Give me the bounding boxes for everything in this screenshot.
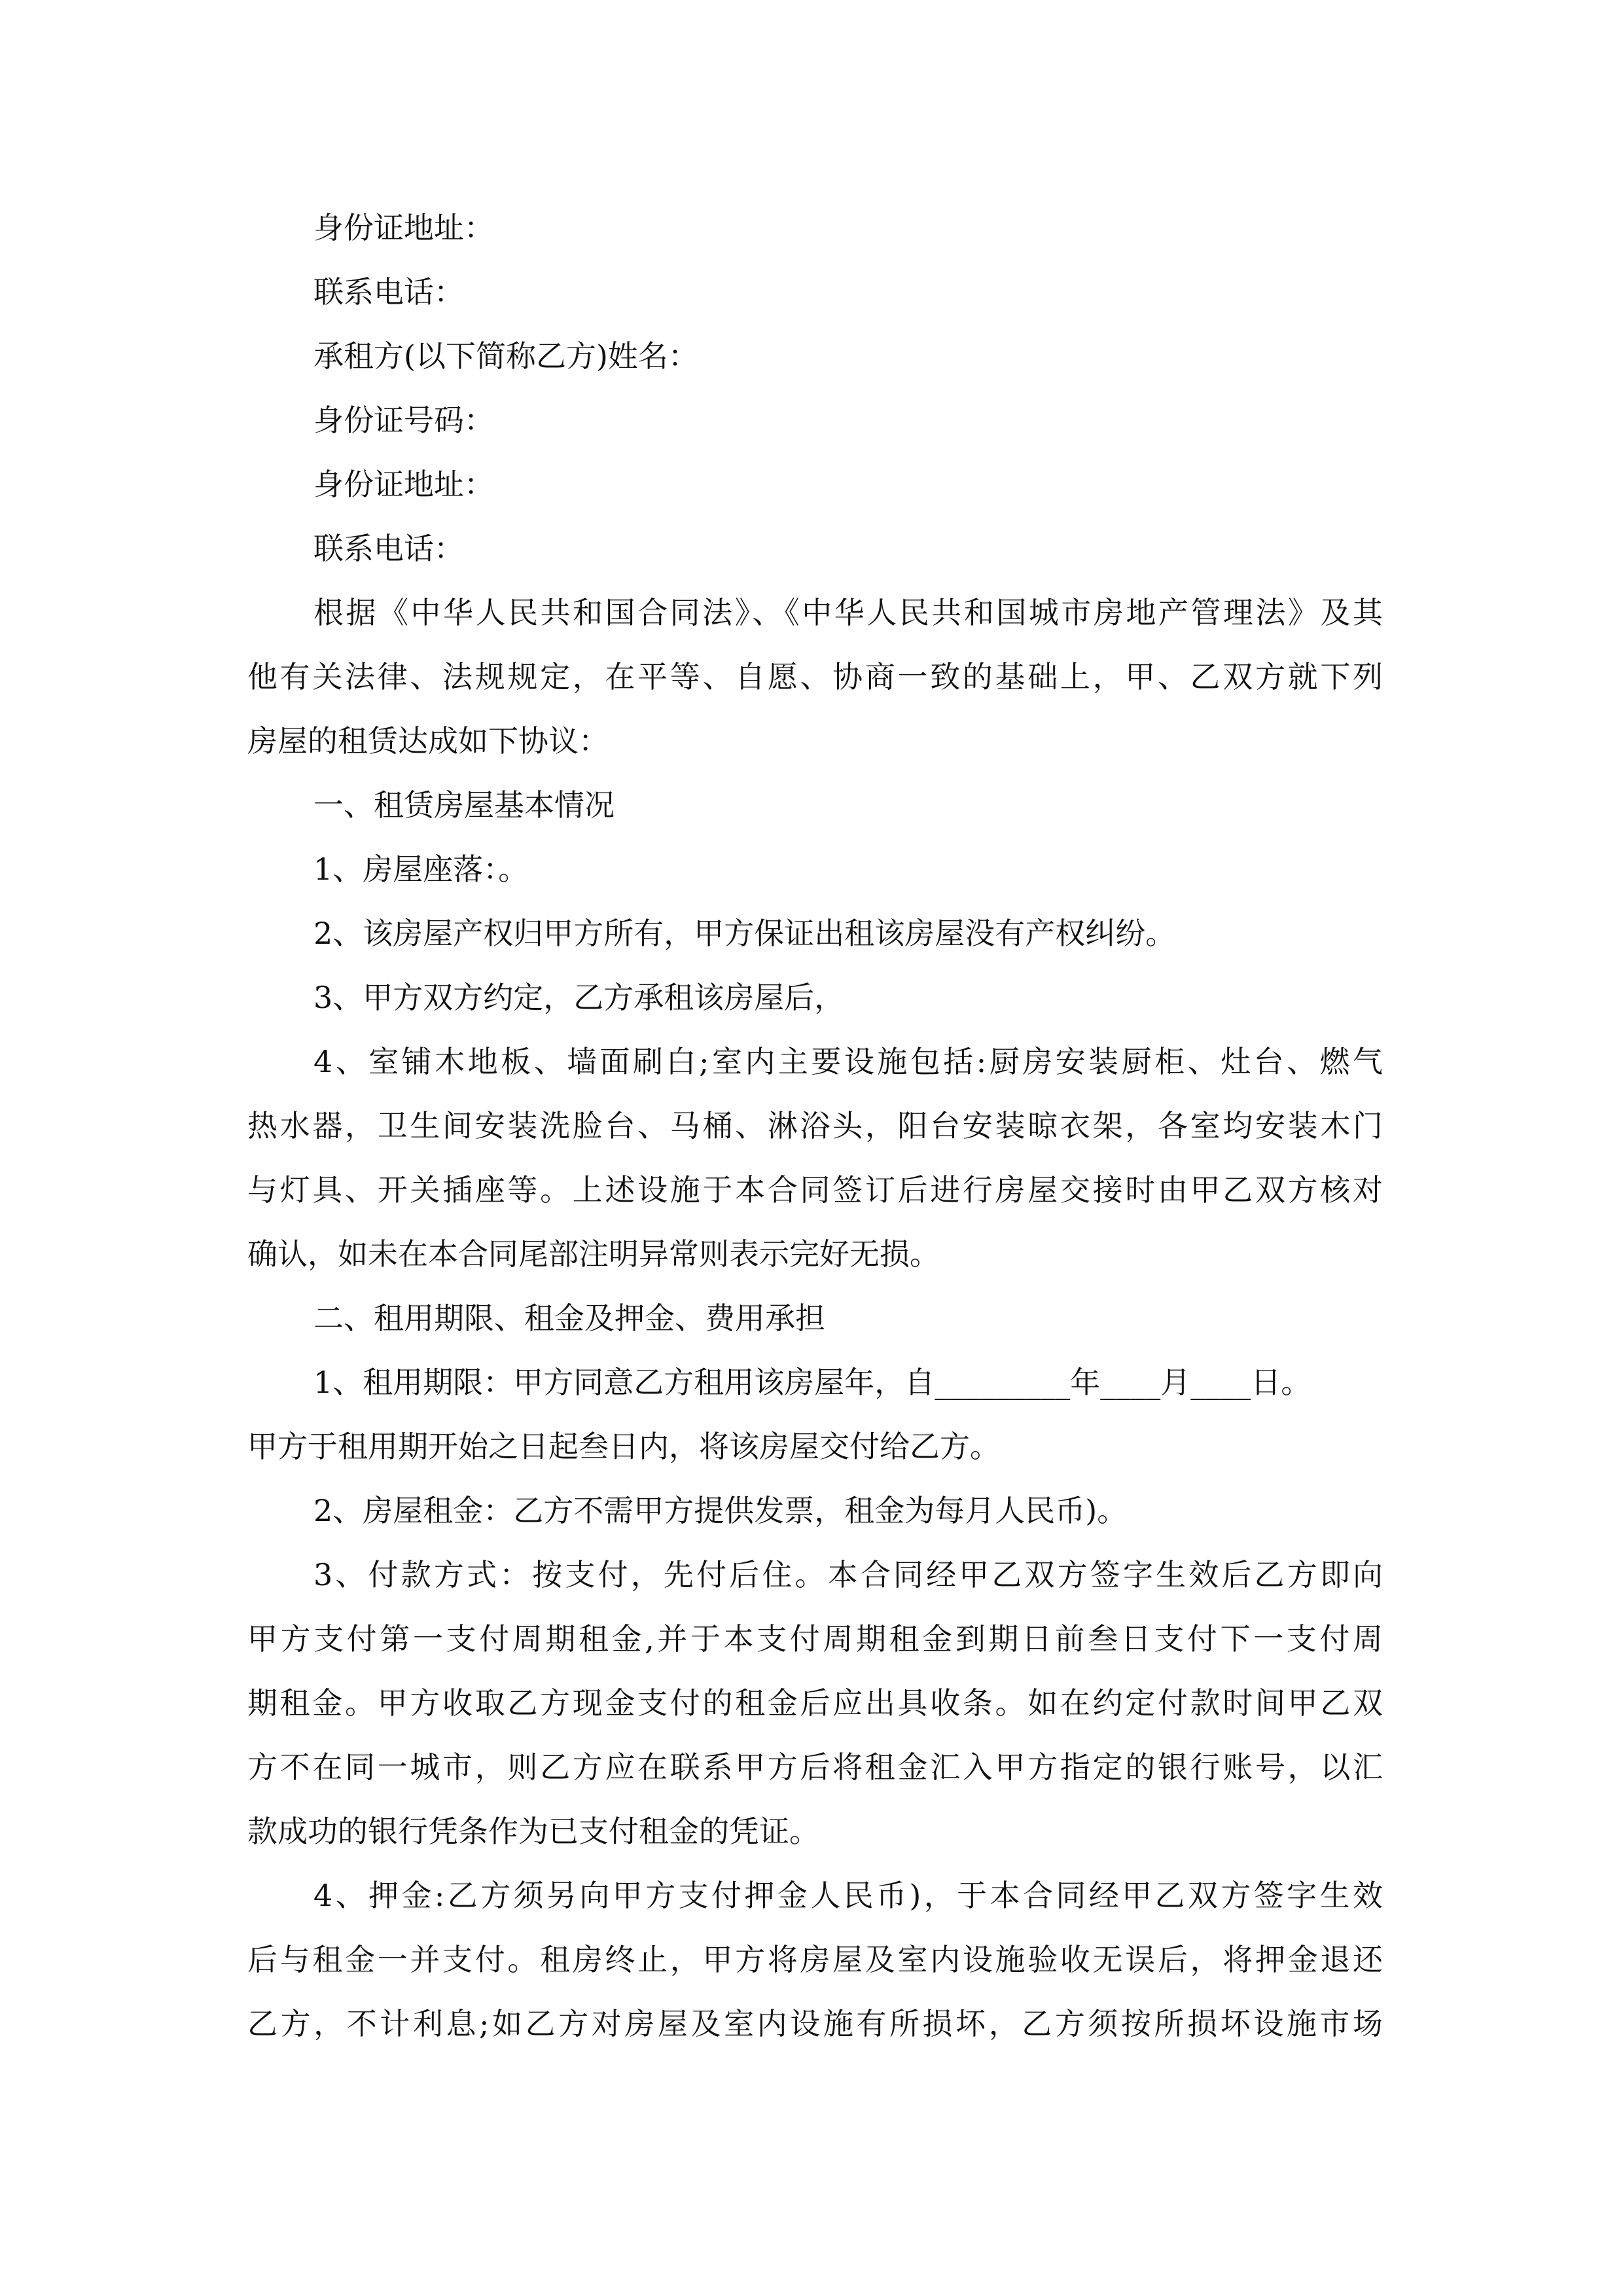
document-text-line: 联系电话：	[313, 531, 464, 566]
document-text-line: 3、付款方式：按支付，先付后住。本合同经甲乙双方签字生效后乙方即向	[313, 1557, 1383, 1592]
document-text-line: 与灯具、开关插座等。上述设施于本合同签订后进行房屋交接时由甲乙双方核对	[247, 1172, 1383, 1208]
document-text-line: 乙方，不计利息;如乙方对房屋及室内设施有所损坏，乙方须按所损坏设施市场	[247, 2006, 1383, 2041]
document-text-line: 联系电话：	[313, 274, 464, 310]
document-text-line: 房屋的租赁达成如下协议：	[247, 723, 609, 759]
document-text-line: 确认，如未在本合同尾部注明异常则表示完好无损。	[247, 1236, 940, 1272]
document-text-line: 二、租用期限、租金及押金、费用承担	[313, 1300, 825, 1336]
document-text-line: 甲方支付第一支付周期租金,并于本支付周期租金到期日前叁日支付下一支付周	[247, 1621, 1383, 1657]
document-text-line: 4、押金:乙方须另向甲方支付押金人民币)，于本合同经甲乙双方签字生效	[313, 1878, 1383, 1913]
document-text-line: 一、租赁房屋基本情况	[313, 787, 615, 823]
document-text-line: 承租方(以下简称乙方)姓名：	[313, 338, 698, 374]
document-text-line: 方不在同一城市，则乙方应在联系甲方后将租金汇入甲方指定的银行账号，以汇	[247, 1749, 1383, 1785]
document-text-line: 1、租用期限：甲方同意乙方租用该房屋年，自_________年____月____日。	[313, 1365, 1311, 1400]
document-text-line: 2、房屋租金：乙方不需甲方提供发票，租金为每月人民币)。	[313, 1493, 1128, 1528]
document-text-line: 款成功的银行凭条作为已支付租金的凭证。	[247, 1814, 819, 1849]
document-text-line: 4、室铺木地板、墙面刷白;室内主要设施包括:厨房安装厨柜、灶台、燃气	[313, 1044, 1383, 1079]
document-text-line: 1、房屋座落：。	[313, 852, 529, 887]
document-text-line: 甲方于租用期开始之日起叁日内，将该房屋交付给乙方。	[247, 1429, 1000, 1464]
document-text-line: 身份证地址：	[313, 210, 494, 245]
document-text-line: 身份证地址：	[313, 467, 494, 502]
document-text-line: 热水器，卫生间安装洗脸台、马桶、淋浴头，阳台安装晾衣架，各室均安装木门	[247, 1108, 1383, 1143]
document-text-line: 3、甲方双方约定，乙方承租该房屋后，	[313, 980, 845, 1015]
document-text-line: 他有关法律、法规规定，在平等、自愿、协商一致的基础上，甲、乙双方就下列	[247, 659, 1383, 694]
document-text-line: 后与租金一并支付。租房终止，甲方将房屋及室内设施验收无误后，将押金退还	[247, 1942, 1383, 1977]
document-text-line: 根据《中华人民共和国合同法》、《中华人民共和国城市房地产管理法》及其	[313, 595, 1383, 630]
document-text-line: 期租金。甲方收取乙方现金支付的租金后应出具收条。如在约定付款时间甲乙双	[247, 1685, 1383, 1721]
document-text-line: 身份证号码：	[313, 403, 494, 438]
document-text-line: 2、该房屋产权归甲方所有，甲方保证出租该房屋没有产权纠纷。	[313, 916, 1176, 951]
